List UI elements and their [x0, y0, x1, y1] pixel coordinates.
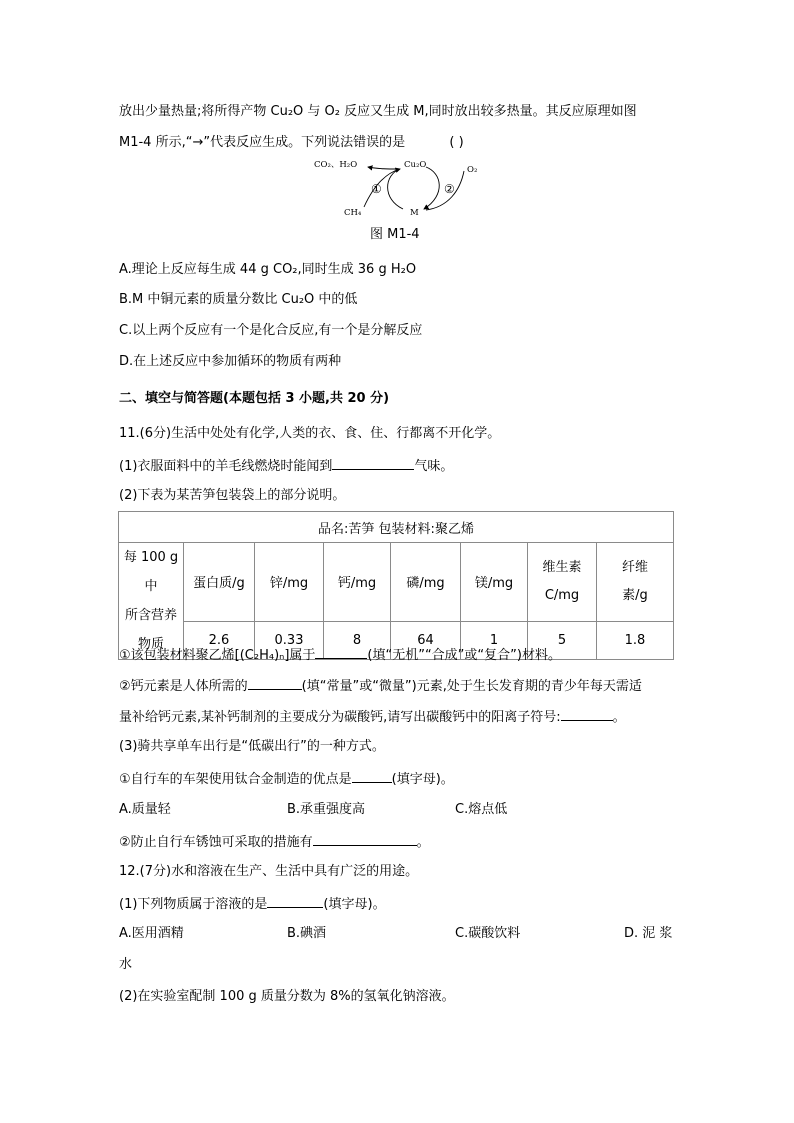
q12-option-d-wrap: 水	[119, 957, 133, 972]
column-header-line: C/mg	[544, 587, 580, 603]
step1-label: ①	[371, 182, 382, 196]
q11-part1	[119, 457, 453, 475]
answer-blank[interactable]	[267, 895, 323, 908]
nutrition-table	[118, 511, 674, 660]
column-header-line: 素/g	[622, 587, 648, 603]
q11-subquestion-2-line2-text: 量补给钙元素,某补钙制剂的主要成分为碳酸钙,请写出碳酸钙中的阳离子符号:	[119, 710, 561, 725]
table-header: 品名:苦笋 包装材料:聚乙烯	[119, 512, 674, 543]
column-header: 磷/mg	[391, 543, 461, 622]
q10-stem-text: M1-4 所示,“→”代表反应生成。下列说法错误的是	[119, 135, 406, 150]
products-label: CO₂、H₂O	[314, 160, 358, 170]
q11-subquestion-2-line2-suffix: 。	[612, 710, 626, 725]
cu2o-label: Cu₂O	[404, 160, 427, 170]
q11-part3-subquestion-2	[119, 833, 430, 851]
q12-stem: 12.(7分)水和溶液在生产、生活中具有广泛的用途。	[119, 864, 419, 879]
arrow-ch4-to-cu2o	[364, 169, 400, 207]
q12-option-d: D. 泥 浆	[624, 926, 673, 941]
row-label-cell	[119, 543, 184, 660]
q11-part3-option-a: A.质量轻	[119, 802, 171, 817]
q11-subquestion-2-text: ②钙元素是人体所需的	[119, 679, 248, 694]
section-title: 二、填空与简答题(本题包括 3 小题,共 20 分)	[119, 391, 390, 406]
q11-part3-subquestion-1-suffix: (填字母)。	[391, 772, 454, 787]
column-header: 锌/mg	[255, 543, 324, 622]
q10-stem-line1: 放出少量热量;将所得产物 Cu₂O 与 O₂ 反应又生成 M,同时放出较多热量。其反应原理如图	[119, 104, 637, 119]
q11-part3: (3)骑共享单车出行是“低碳出行”的一种方式。	[119, 739, 385, 754]
m-label: M	[410, 208, 419, 218]
table-cell: 0.33	[255, 621, 324, 659]
column-header-line: 纤维	[621, 559, 648, 575]
q11-part3-option-b: B.承重强度高	[287, 802, 366, 817]
column-header	[528, 543, 597, 622]
table-cell: 1.8	[597, 621, 674, 659]
answer-blank[interactable]	[561, 708, 613, 721]
answer-blank[interactable]	[313, 833, 417, 846]
ch4-label: CH₄	[344, 208, 362, 218]
q12-part1-text: (1)下列物质属于溶液的是	[119, 897, 268, 912]
q10-option-c: C.以上两个反应有一个是化合反应,有一个是分解反应	[119, 323, 423, 338]
column-header-line: 维生素	[542, 559, 582, 575]
step2-label: ②	[444, 182, 455, 196]
answer-parentheses: ( )	[449, 135, 464, 150]
q11-stem: 11.(6分)生活中处处有化学,人类的衣、食、住、行都离不开化学。	[119, 426, 501, 441]
table-cell: 5	[528, 621, 597, 659]
column-header: 镁/mg	[461, 543, 528, 622]
q11-subquestion-1	[119, 646, 561, 664]
answer-blank[interactable]	[352, 770, 392, 783]
q11-subquestion-2	[119, 677, 642, 695]
table-cell: 2.6	[184, 621, 255, 659]
q10-option-d: D.在上述反应中参加循环的物质有两种	[119, 354, 342, 369]
q10-option-b: B.M 中铜元素的质量分数比 Cu₂O 中的低	[119, 292, 358, 307]
column-header: 蛋白质/g	[184, 543, 255, 622]
column-header	[597, 543, 674, 622]
arrow-to-products	[368, 167, 400, 169]
answer-blank[interactable]	[315, 646, 367, 659]
row-label-line: 每 100 g 中	[123, 550, 179, 594]
q12-option-a: A.医用酒精	[119, 926, 184, 941]
table-cell: 8	[324, 621, 391, 659]
q12-part2: (2)在实验室配制 100 g 质量分数为 8%的氢氧化钠溶液。	[119, 989, 455, 1004]
q11-part3-option-c: C.熔点低	[455, 802, 508, 817]
q11-part2: (2)下表为某苦笋包装袋上的部分说明。	[119, 488, 346, 503]
arc-m-to-cu2o	[388, 169, 403, 209]
q11-part1-text: (1)衣服面料中的羊毛线燃烧时能闻到	[119, 459, 333, 474]
q12-option-b: B.碘酒	[287, 926, 327, 941]
column-header: 钙/mg	[324, 543, 391, 622]
arrow-cu2o-to-m	[424, 167, 439, 209]
o2-label: O₂	[467, 165, 478, 175]
q12-part1-suffix: (填字母)。	[323, 897, 386, 912]
q11-part3-subquestion-2-text: ②防止自行车锈蚀可采取的措施有	[119, 835, 313, 850]
q10-option-a: A.理论上反应每生成 44 g CO₂,同时生成 36 g H₂O	[119, 262, 417, 277]
q11-part3-subquestion-2-suffix: 。	[416, 835, 430, 850]
row-label-line: 物质	[137, 637, 164, 652]
figure-caption: 图 M1-4	[370, 227, 420, 242]
row-label-line: 所含营养	[124, 608, 177, 623]
reaction-cycle-diagram	[300, 155, 500, 227]
answer-blank[interactable]	[332, 457, 414, 470]
q10-stem-line2	[119, 135, 464, 151]
q11-part3-subquestion-1-text: ①自行车的车架使用钛合金制造的优点是	[119, 772, 352, 787]
q12-part1	[119, 895, 386, 913]
q11-subquestion-1-text: ①该包装材料聚乙烯[(C₂H₄)ₙ]属于	[119, 648, 316, 663]
q11-part1-suffix: 气味。	[414, 459, 454, 474]
table-cell: 64	[391, 621, 461, 659]
q11-subquestion-2-suffix: (填“常量”或“微量”)元素,处于生长发育期的青少年每天需适	[301, 679, 642, 694]
answer-blank[interactable]	[248, 677, 302, 690]
q11-subquestion-1-suffix: (填“无机”“合成”或“复合”)材料。	[367, 648, 561, 663]
table-cell: 1	[461, 621, 528, 659]
q11-subquestion-2-line2	[119, 708, 626, 726]
q11-part3-subquestion-1	[119, 770, 454, 788]
q12-option-c: C.碳酸饮料	[455, 926, 521, 941]
